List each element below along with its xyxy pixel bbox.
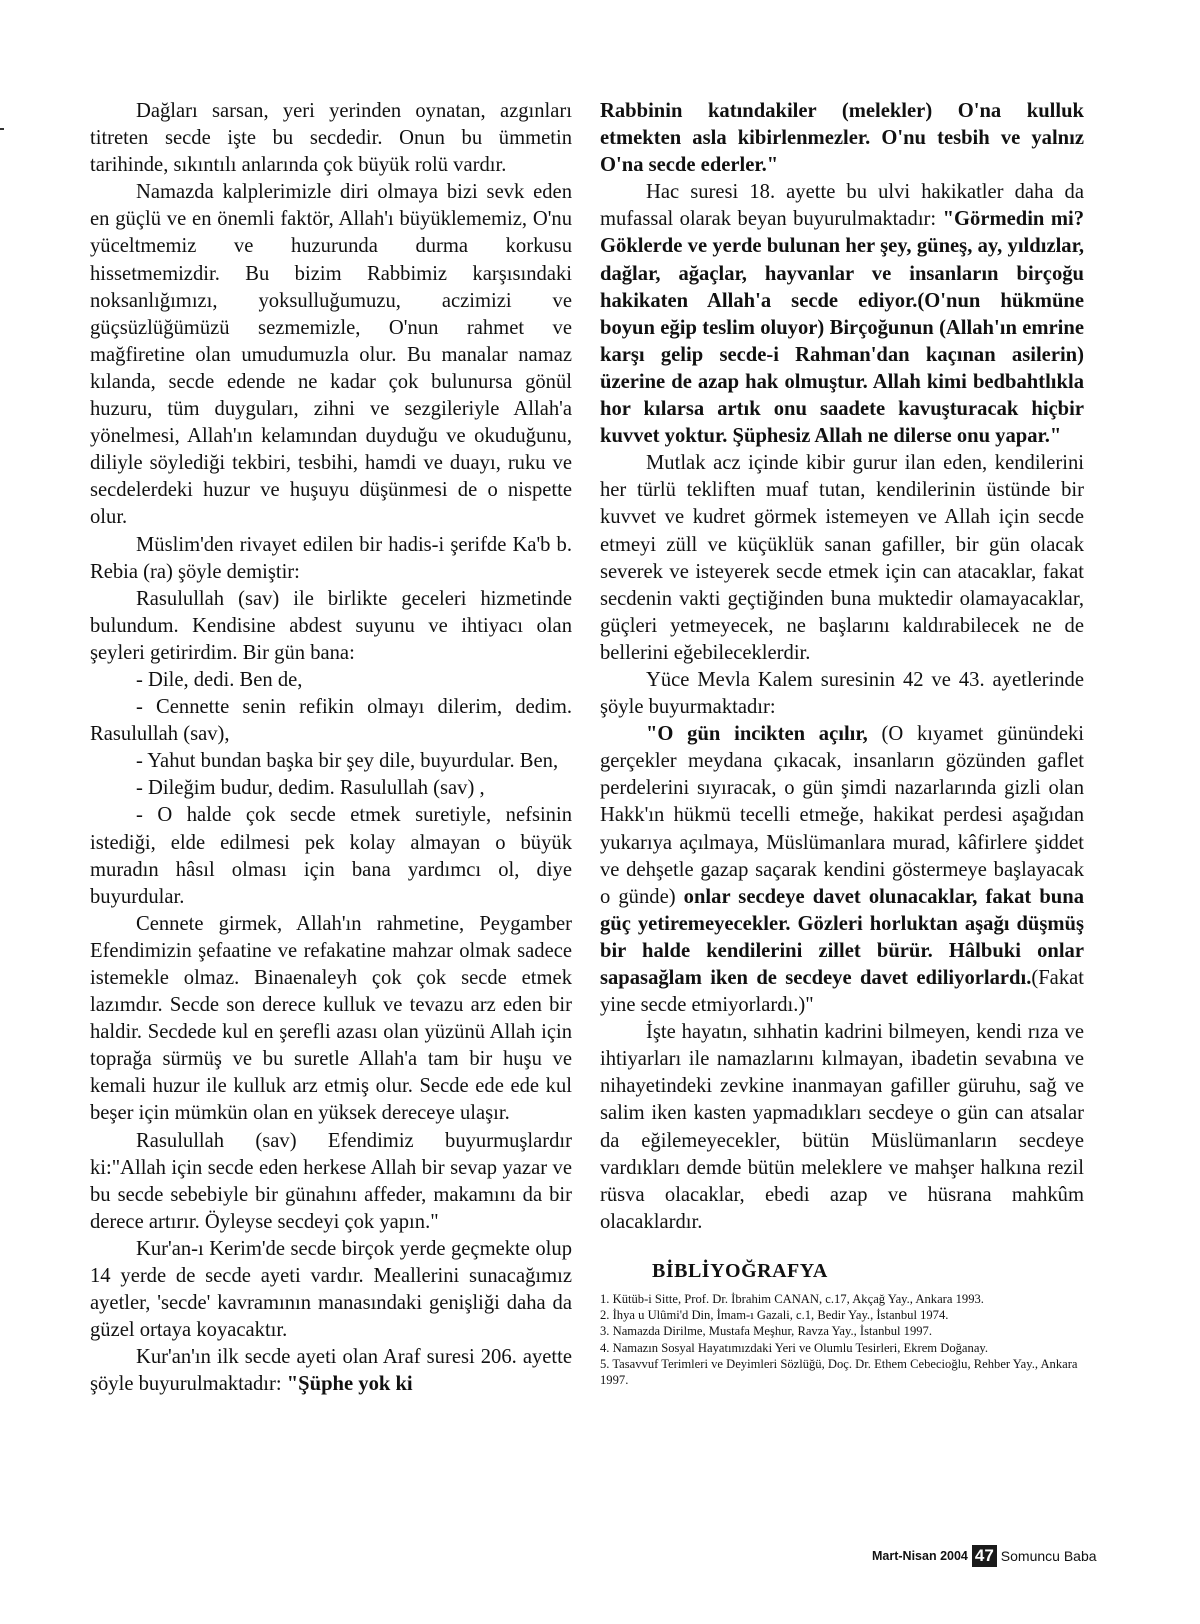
verse-text: onlar secdeye davet olunacaklar, fakat buna güç yetiremeyecekler. Gözleri horluktan aşağı düşmüş bir halde kendilerini zillet bürür. Hâlbuki onlar sapasağlam iken de secdeye davet ediliyorlardı. xyxy=(600,885,1084,989)
verse-text: "O gün incikten açılır, xyxy=(646,723,868,746)
bibliography-item: 1. Kütüb-i Sitte, Prof. Dr. İbrahim CANAN, c.17, Akçağ Yay., Ankara 1993. xyxy=(600,1292,984,1307)
paragraph-text: (O kıyamet günündeki gerçekler meydana çıkacak, insanların gözünden gaflet perdelerini sıyıracak, o gün şimdi nazarlarında gizli olan Hakk'ın hükmü tecelli etmeğe, hakikat perdesi aşağıdan yukarıya açılmaya, Müslümanlara murad, kâfirlere şiddet ve dehşetle gazap saçarak kendini göstermeye başlayacak o günde) xyxy=(600,723,1084,908)
page-number: 47 xyxy=(972,1545,997,1567)
magazine-name: Somuncu Baba xyxy=(1000,1548,1097,1564)
bibliography-title: BİBLİYOĞRAFYA xyxy=(652,1259,828,1282)
paragraph-text: Kur'an'ın ilk secde ayeti olan Araf suresi 206. ayette şöyle buyurulmaktadır: xyxy=(90,1346,572,1396)
paragraph-text: Hac suresi 18. ayette bu ulvi hakikatler daha da mufassal olarak beyan buyurulmaktadır: xyxy=(600,181,1084,231)
dialogue-line: - Dileğim budur, dedim. Rasulullah (sav) , xyxy=(136,777,485,800)
verse-text: "Şüphe yok ki xyxy=(286,1373,413,1396)
bibliography-item: 4. Namazın Sosyal Hayatımızdaki Yeri ve Olumlu Tesirleri, Ekrem Doğanay. xyxy=(600,1340,989,1355)
issue-date: Mart-Nisan 2004 xyxy=(872,1549,968,1563)
dialogue-line: - O halde çok secde etmek suretiyle, nefsinin istediği, elde edilmesi pek kolay almayan o büyük muradın hâsıl olması için bana yardımcı ol, diye buyurdular. xyxy=(90,804,572,908)
paragraph-text: (Fakat yine secde etmiyorlardı.)" xyxy=(600,967,1084,1017)
verse-text: Rabbinin katındakiler (melekler) O'na kulluk etmekten asla kibirlenmezler. O'nu tesbih ve yalnız O'na secde ederler." xyxy=(600,100,1084,177)
margin-mark xyxy=(0,128,4,130)
paragraph: Cennete girmek, Allah'ın rahmetine, Peygamber Efendimizin şefaatine ve refakatine mahzar olmak sadece istemekle olmaz. Binaenaleyh çok çok secde etmek lazımdır. Secde son derece kulluk ve tevazu arz eden bir haldir. Secdede kul en şerefli azası olan yüzünü Allah için toprağa sürmüş ve bu suretle Allah'a tam bir huşu ve kemali huzur ile kulluk arz etmiş olur. Secde ede ede kul beşer için mümkün olan en yüksek dereceye ulaşır. xyxy=(90,912,572,1125)
paragraph xyxy=(600,721,1084,1019)
verse-text: "Görmedin mi? Göklerde ve yerde bulunan her şey, güneş, ay, yıldızlar, dağlar, ağaçlar, hayvanlar ve insanların birçoğu hakikaten Allah'a secde ediyor.(O'nun hükmüne boyun eğip teslim oluyor) Birçoğunun (Allah'ın emrine karşı gelip secde-i Rahman'dan kaçınan asilerin) üzerine de azap hak olmuştur. Allah kimi bedbahtlıkla hor kılarsa artık onu saadete kavuşturacak hiçbir kuvvet yoktur. Şüphesiz Allah ne dilerse onu yapar." xyxy=(600,208,1085,448)
dialogue-line: - Dile, dedi. Ben de, xyxy=(136,668,303,691)
paragraph: Müslim'den rivayet edilen bir hadis-i şerifde Ka'b b. Rebia (ra) şöyle demiştir: xyxy=(90,533,572,583)
paragraph xyxy=(90,1344,572,1398)
paragraph: Dağları sarsan, yeri yerinden oynatan, azgınları titreten secde işte bu secdedir. Onun bu ümmetin tarihinde, sıkıntılı anlarında çok büyük rolü vardır. xyxy=(90,100,572,177)
right-column xyxy=(600,98,1084,1388)
paragraph: Kur'an-ı Kerim'de secde birçok yerde geçmekte olup 14 yerde de secde ayeti vardır. Meallerini sunacağımız ayetler, 'secde' kavramının manasındaki genişliği daha da güzel ortaya koyacaktır. xyxy=(90,1237,572,1342)
paragraph: Yüce Mevla Kalem suresinin 42 ve 43. ayetlerinde şöyle buyurmaktadır: xyxy=(600,668,1084,719)
paragraph: Rasulullah (sav) Efendimiz buyurmuşlardır ki:"Allah için secde eden herkese Allah bir sevap yazar ve bu secde sebebiyle bir günahını affeder, makamını da bir derece artırır. Öyleyse secdeyi çok yapın." xyxy=(90,1129,572,1233)
page-footer xyxy=(872,1545,1097,1567)
paragraph: Namazda kalplerimizle diri olmaya bizi sevk eden en güçlü ve en önemli faktör, Allah'ı büyüklememiz, O'nu yüceltmemiz ve huzurunda durma korkusu hissetmemizdir. Bu bizim Rabbimiz karşısındaki noksanlığımızı, yoksulluğumuzu, aczimizi ve güçsüzlüğümüzü sezmemizle, O'nun rahmet ve mağfiretine olan umudumuzla olur. Bu manalar namaz kılanda, secde edende ne kadar çok bulunursa gönül huzuru, tüm duyguları, zihni ve sezgileriyle Allah'a yönelmesi, Allah'ın kelamından duyduğu ve okuduğunu, diliyle söylediği tekbiri, tesbihi, hamdi ve duayı, ruku ve secdelerdeki huzur ve huşuyu düşünmesi de o nispette olur. xyxy=(90,181,572,529)
bibliography-list xyxy=(600,1291,1084,1388)
left-column xyxy=(90,98,572,1399)
bibliography-item: 3. Namazda Dirilme, Mustafa Meşhur, Ravza Yay., İstanbul 1997. xyxy=(600,1324,932,1339)
paragraph: İşte hayatın, sıhhatin kadrini bilmeyen, kendi rıza ve ihtiyarları ile namazlarını kılmayan, ibadetin sevabına ve nihayetindeki zevkine inanmayan gafiller güruhu, sağ ve salim iken kasten yapmadıkları secdeye o gün can atsalar da eğilemeyecekler, bütün Müslümanların secdeye vardıkları demde bütün meleklere ve mahşer halkına rezil rüsva olacaklar, ebedi azap ve hüsrana mahkûm olacaklardır. xyxy=(600,1021,1084,1233)
paragraph xyxy=(600,179,1084,450)
dialogue-line: - Cennette senin refikin olmayı dilerim, dedim. Rasulullah (sav), xyxy=(90,696,572,746)
dialogue-line: - Yahut bundan başka bir şey dile, buyurdular. Ben, xyxy=(136,750,559,773)
paragraph: Mutlak acz içinde kibir gurur ilan eden, kendilerini her türlü tekliften muaf tutan, kendilerinin üstünde bir kuvvet ve kudret görmek istemeyen ve Allah için secde etmeyi züll ve küçüklük sanan gafiller, bir gün olacak severek ve isteyerek secde etmek için can atacaklar, fakat secdenin vakti geçtiğinden buna muktedir olamayacaklar, güçleri yetmeyecek, ne başlarını kaldırabilecek ne de bellerini eğebileceklerdir. xyxy=(600,452,1084,664)
bibliography-item: 2. İhya u Ulûmi'd Din, İmam-ı Gazali, c.1, Bedir Yay., İstanbul 1974. xyxy=(600,1308,949,1323)
bibliography-item: 5. Tasavvuf Terimleri ve Deyimleri Sözlüğü, Doç. Dr. Ethem Cebecioğlu, Rehber Yay., Ankara 1997. xyxy=(600,1356,1078,1388)
paragraph: Rasulullah (sav) ile birlikte geceleri hizmetinde bulundum. Kendisine abdest suyunu ve ihtiyacı olan şeyleri getirirdim. Bir gün bana: xyxy=(90,587,572,664)
